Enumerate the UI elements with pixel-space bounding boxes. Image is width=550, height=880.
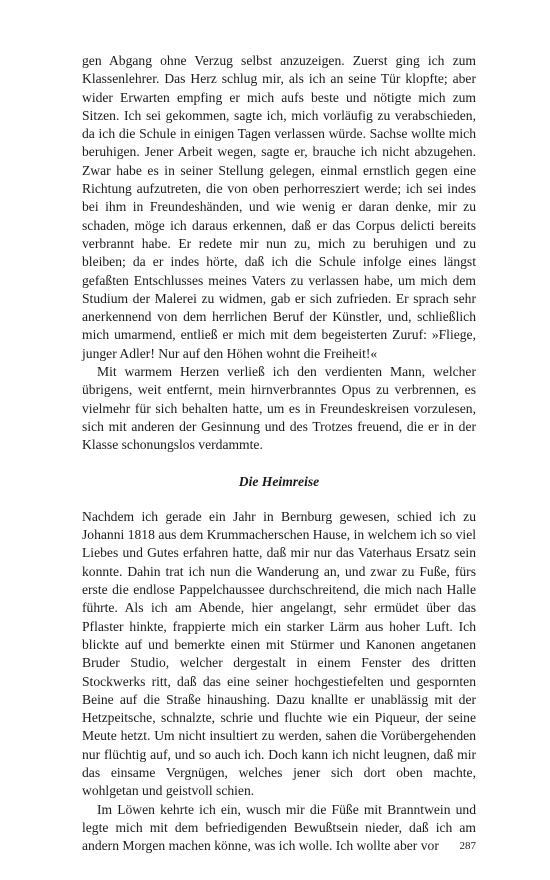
page-number: 287 — [459, 840, 476, 852]
paragraph: Im Löwen kehrte ich ein, wusch mir die Füße mit Branntwein und legte mich mit dem befriedigenden Bewußtsein nieder, daß ich am andern Morgen machen könne, was ich wolle. Ich wollte aber vor — [82, 801, 476, 854]
paragraph: Mit warmem Herzen verließ ich den verdienten Mann, welcher übrigens, weit entfernt, mein hirnverbranntes Opus zu verbrennen, es vielmehr für sich behalten hatte, um es in Freundeskreisen vorzulesen, sich mit anderen der Gesinnung und des Trotzes freuend, die er in der Klasse schonungslos verdammte. — [82, 364, 476, 453]
body-text — [82, 52, 476, 855]
section-heading: Die Heimreise — [238, 473, 320, 489]
paragraph: gen Abgang ohne Verzug selbst anzuzeigen. Zuerst ging ich zum Klassenlehrer. Das Herz schlug mir, als ich an seine Tür klopfte; aber wider Erwarten empfing er mich aufs beste und nötigte mich zum Sitzen. Ich sei gekommen, sagte ich, mich vorläufig zu verabschieden, da ich die Schule in einigen Tagen verlassen würde. Sachse wollte mich beruhigen. Jener Arbeit wegen, sagte er, brauche ich nicht abzugehen. Zwar habe es in seiner Stellung gelegen, einmal ernstlich gegen eine Richtung aufzutreten, die von oben perhorresziert werde; ich sei indes bei ihm in Freundeshänden, und wie wenig er daran denke, mir zu schaden, möge ich daraus erkennen, daß er das Corpus delicti bereits verbrannt habe. Er redete mir nun zu, mich zu beruhigen und zu bleiben; da er indes hörte, daß ich die Schule infolge eines längst gefaßten Entschlusses meines Vaters zu verlassen habe, um mich dem Studium der Malerei zu widmen, gab er sich zufrieden. Er sprach sehr anerkennend von dem herrlichen Beruf der Künstler, und, schließlich mich umarmend, entließ er mich mit dem begeisterten Zuruf: »Fliege, junger Adler! Nur auf den Höhen wohnt die Freiheit!« — [82, 53, 476, 361]
paragraph: Nachdem ich gerade ein Jahr in Bernburg gewesen, schied ich zu Johanni 1818 aus dem Krummacherschen Hause, in welchem ich so viel Liebes und Gutes erfahren hatte, daß mir nur das Vaterhaus Ersatz sein konnte. Dahin trat ich nun die Wanderung an, und zwar zu Fuße, fürs erste die endlose Pappelchaussee durchschreitend, die mich nach Halle führte. Als ich am Abende, hier angelangt, sehr ermüdet über das Pflaster hinkte, frappierte mich ein starker Lärm aus hoher Luft. Ich blickte auf und bemerkte einen mit Stürmer und Kanonen angetanen Bruder Studio, welcher dergestalt in einem Fenster des dritten Stockwerks ritt, daß das eine seiner hochgestiefelten und gespornten Beine auf die Straße hinaushing. Dazu knallte er unablässig mit der Hetzpeitsche, schnalzte, schrie und fluchte wie ein Piqueur, der seine Meute hetzt. Um nicht insultiert zu werden, sahen die Vorübergehenden nur flüchtig auf, und so auch ich. Doch kann ich nicht leugnen, daß mir das einsame Vergnügen, welches jener sich dort oben machte, wohlgetan und geistvoll schien. — [82, 508, 476, 799]
